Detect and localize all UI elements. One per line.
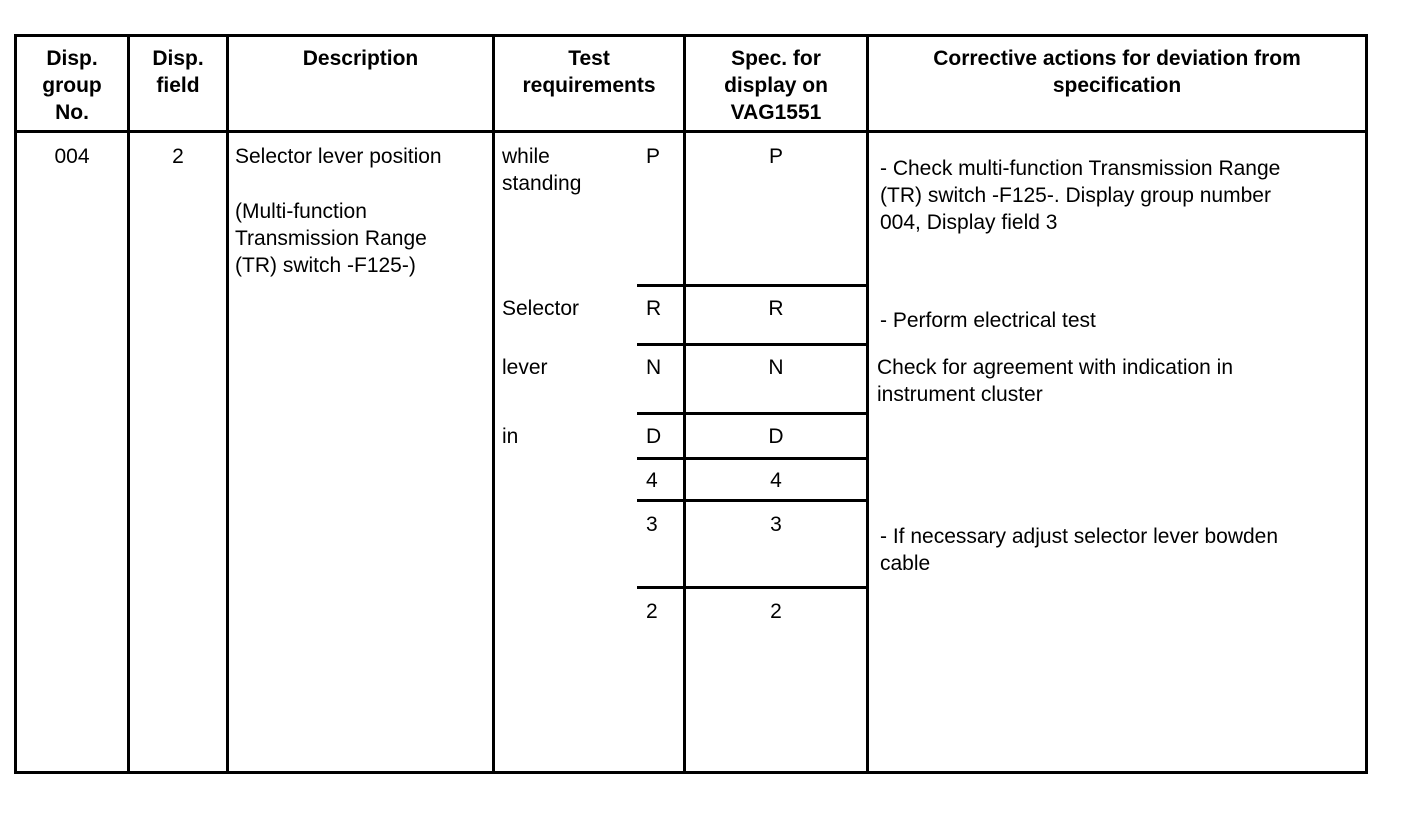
row-divider xyxy=(637,586,869,589)
test-label-selector: Selector xyxy=(502,297,580,320)
test-label-in: in xyxy=(502,425,519,448)
group-number: 004 xyxy=(54,145,90,168)
corrective-electrical-test: - Perform electrical test xyxy=(880,309,1096,332)
spec-value-4: 4 xyxy=(770,469,782,492)
position-2: 2 xyxy=(646,600,658,623)
position-4: 4 xyxy=(646,469,658,492)
position-d: D xyxy=(646,425,662,448)
column-divider xyxy=(866,34,869,774)
spec-value-p: P xyxy=(768,145,783,168)
description-main: Selector lever position xyxy=(235,145,442,168)
header-description: Description xyxy=(302,47,419,70)
header-group-no: Disp. group No. xyxy=(42,47,102,124)
corrective-check-switch: - Check multi-function Transmission Range (TR) switch -F125-. Display group number 004, Display field 3 xyxy=(880,157,1281,234)
spec-value-r: R xyxy=(768,297,784,320)
header-corrective: Corrective actions for deviation from specification xyxy=(933,47,1301,97)
position-p: P xyxy=(646,145,661,168)
field-number: 2 xyxy=(172,145,184,168)
header-test-requirements: Test requirements xyxy=(522,47,656,97)
position-r: R xyxy=(646,297,662,320)
header-field: Disp. field xyxy=(152,47,204,97)
header-divider xyxy=(14,130,1368,133)
description-sub: (Multi-function Transmission Range (TR) switch -F125-) xyxy=(235,200,427,277)
corrective-adjust-cable: - If necessary adjust selector lever bowden cable xyxy=(880,525,1279,575)
row-divider xyxy=(637,499,869,502)
test-label-while-standing: while standing xyxy=(502,145,582,195)
spec-value-3: 3 xyxy=(770,513,782,536)
row-divider xyxy=(637,457,869,460)
column-divider xyxy=(492,34,495,774)
spec-value-d: D xyxy=(768,425,784,448)
position-n: N xyxy=(646,356,662,379)
row-divider xyxy=(637,284,869,287)
position-3: 3 xyxy=(646,513,658,536)
header-spec: Spec. for display on VAG1551 xyxy=(724,47,828,124)
corrective-agreement: Check for agreement with indication in instrument cluster xyxy=(877,356,1234,406)
test-label-lever: lever xyxy=(502,356,548,379)
row-divider xyxy=(637,412,869,415)
row-divider xyxy=(637,343,869,346)
spec-value-2: 2 xyxy=(770,600,782,623)
spec-value-n: N xyxy=(768,356,784,379)
column-divider xyxy=(226,34,229,774)
